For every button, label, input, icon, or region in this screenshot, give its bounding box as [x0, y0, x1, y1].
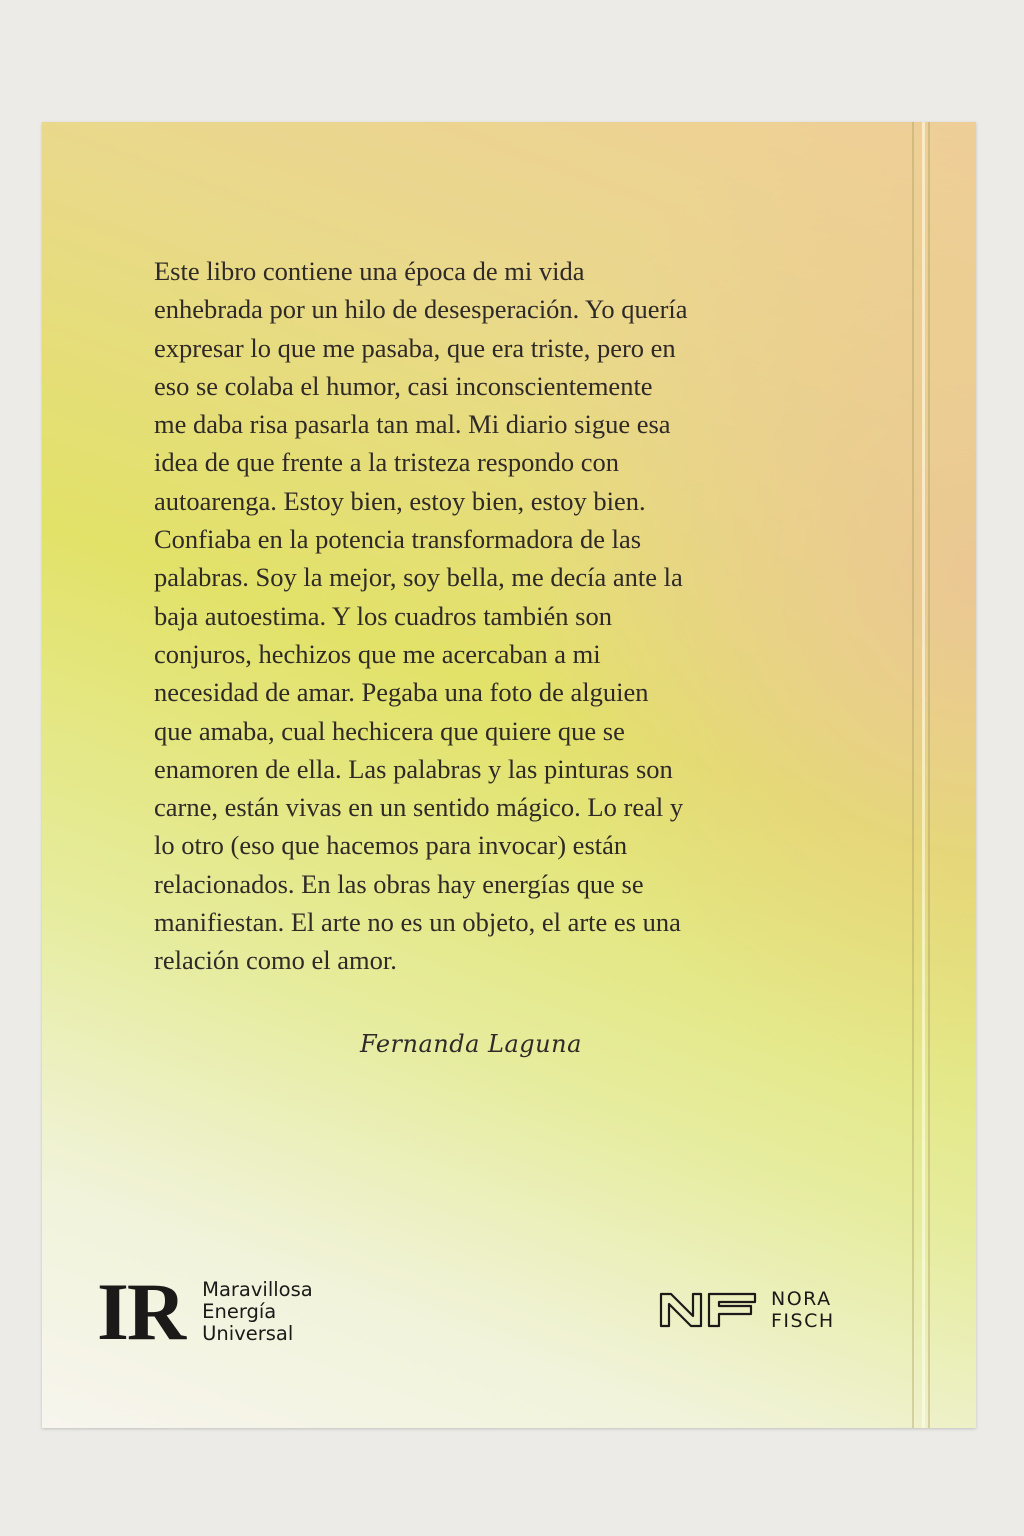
spine-fold-line — [912, 122, 914, 1428]
spine-highlight — [922, 122, 925, 1428]
book-back-cover — [42, 122, 976, 1428]
spine-fold-line — [928, 122, 930, 1428]
author-signature: Fernanda Laguna — [360, 1030, 582, 1058]
ir-logo-mark: IR — [97, 1266, 185, 1357]
nf-logo-mark — [657, 1288, 761, 1332]
nf-logo-text: NORA FISCH — [771, 1288, 835, 1332]
ir-logo-text: Maravillosa Energía Universal — [202, 1278, 313, 1345]
publisher-logo-maravillosa-energia-universal — [97, 1266, 313, 1357]
back-cover-blurb: Este libro contiene una época de mi vida enhebrada por un hilo de desesperación. Yo quería expresar lo que me pasaba, que era triste, pero en eso se colaba el humor, casi inconscientemente me daba risa pasarla tan mal. Mi diario sigue esa idea de que frente a la tristeza respondo con autoarenga. Estoy bien, estoy bien, estoy bien. Confiaba en la potencia transformadora de las palabras. Soy la mejor, soy bella, me decía ante la baja autoestima. Y los cuadros también son conjuros, hechizos que me acercaban a mi necesidad de amar. Pegaba una foto de alguien que amaba, cual hechicera que quiere que se enamoren de ella. Las palabras y las pinturas son carne, están vivas en un sentido mágico. Lo real y lo otro (eso que hacemos para invocar) están relacionados. En las obras hay energías que se manifiestan. El arte no es un objeto, el arte es una relación como el amor. — [154, 256, 688, 976]
publisher-logo-nora-fisch — [657, 1288, 835, 1332]
